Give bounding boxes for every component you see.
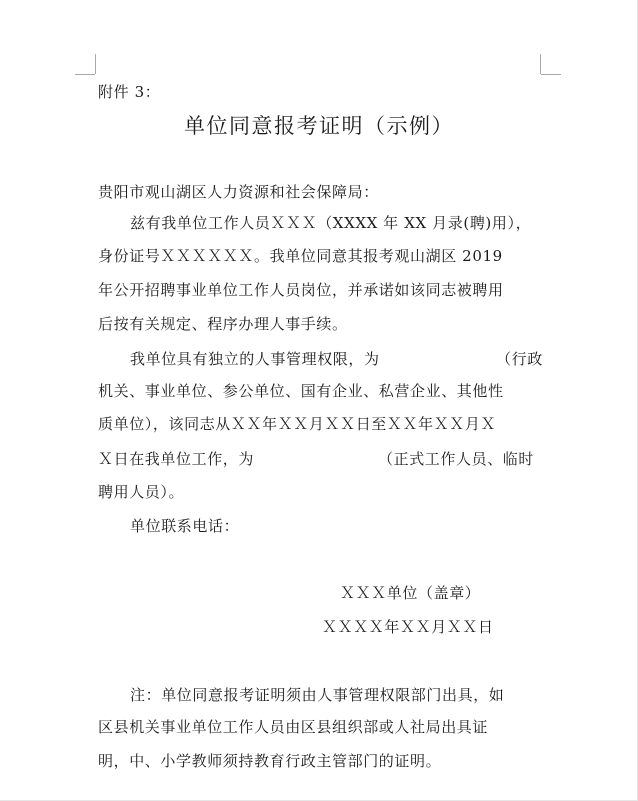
paragraph2-line1-start: 我单位具有独立的人事管理权限，为	[130, 350, 380, 368]
paragraph2-line2: 机关、事业单位、参公单位、国有企业、私营企业、其他性	[98, 382, 504, 400]
signature-unit: ＸＸＸ单位（盖章）	[340, 584, 481, 602]
signature-date: ＸＸＸＸ年ＸＸ月ＸＸ日	[322, 618, 494, 636]
note-line3: 明，中、小学教师须持教育行政主管部门的证明。	[98, 752, 442, 770]
contact-phone-label: 单位联系电话：	[130, 517, 240, 535]
paragraph2-line4-start: Ｘ日在我单位工作，为	[98, 450, 255, 468]
document-title: 单位同意报考证明（示例）	[184, 115, 454, 138]
note-line1: 注：单位同意报考证明须由人事管理权限部门出具，如	[130, 686, 505, 704]
paragraph1-line3: 年公开招聘事业单位工作人员岗位，并承诺如该同志被聘用	[98, 281, 504, 299]
paragraph2-line5: 聘用人员）。	[98, 483, 185, 501]
paragraph1-line4: 后按有关规定、程序办理人事手续。	[98, 315, 348, 333]
addressee: 贵阳市观山湖区人力资源和社会保障局：	[98, 183, 379, 201]
paragraph2-line4-end: （正式工作人员、临时	[378, 450, 535, 468]
paragraph2-line3: 质单位），该同志从ＸＸ年ＸＸ月ＸＸ日至ＸＸ年ＸＸ月Ｘ	[98, 415, 497, 433]
paragraph1-line1: 兹有我单位工作人员ＸＸＸ（XXXX 年 XX 月录(聘)用），	[130, 214, 532, 232]
note-line2: 区县机关事业单位工作人员由区县组织部或人社局出具证	[98, 718, 489, 736]
attachment-label: 附件 3：	[98, 83, 161, 101]
paragraph1-line2: 身份证号ＸＸＸＸＸＸ。我单位同意其报考观山湖区 2019	[98, 247, 503, 265]
paragraph2-line1-end: （行政	[496, 350, 543, 368]
